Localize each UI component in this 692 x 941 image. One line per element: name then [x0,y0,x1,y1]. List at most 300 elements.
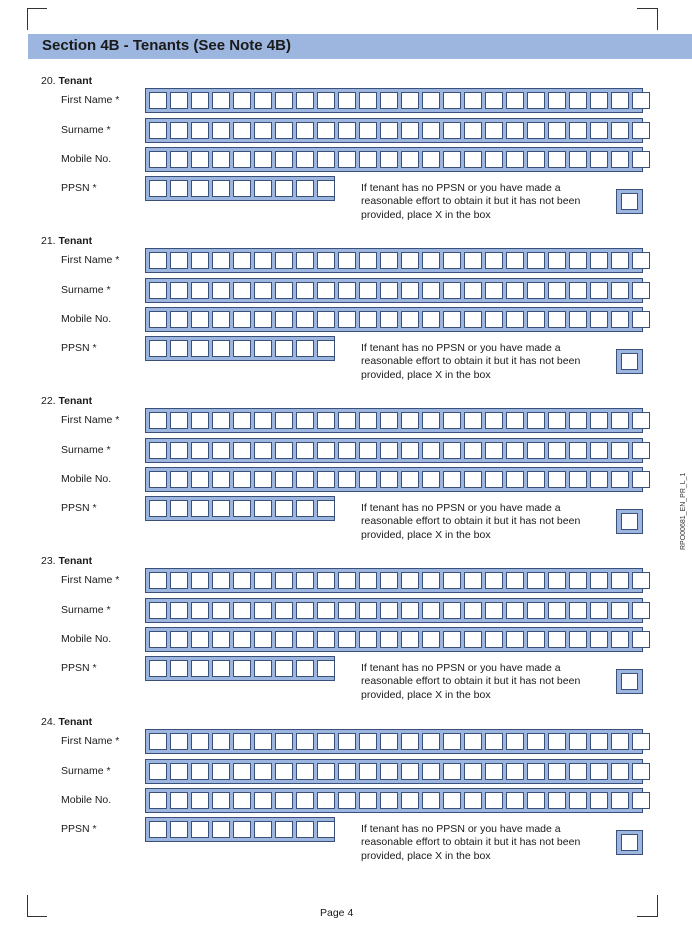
char-box[interactable] [338,442,356,459]
char-box[interactable] [275,180,293,197]
char-box[interactable] [464,733,482,750]
char-box[interactable] [359,631,377,648]
char-box[interactable] [506,252,524,269]
char-box[interactable] [338,572,356,589]
char-box[interactable] [401,412,419,429]
char-box[interactable] [359,282,377,299]
char-box[interactable] [317,471,335,488]
char-box[interactable] [590,792,608,809]
char-box[interactable] [170,792,188,809]
char-box[interactable] [149,471,167,488]
char-box[interactable] [632,442,650,459]
char-box[interactable] [317,821,335,838]
char-box[interactable] [191,311,209,328]
char-box[interactable] [422,763,440,780]
char-box[interactable] [191,821,209,838]
char-box[interactable] [464,631,482,648]
char-box[interactable] [170,471,188,488]
char-box[interactable] [149,500,167,517]
char-box[interactable] [485,282,503,299]
char-box[interactable] [254,763,272,780]
char-box[interactable] [464,282,482,299]
char-box[interactable] [527,412,545,429]
char-box[interactable] [149,572,167,589]
char-box[interactable] [485,763,503,780]
char-box[interactable] [233,282,251,299]
char-box[interactable] [254,311,272,328]
first-name-field[interactable] [145,248,643,273]
char-box[interactable] [422,792,440,809]
char-box[interactable] [611,151,629,168]
char-box[interactable] [170,821,188,838]
char-box[interactable] [443,122,461,139]
char-box[interactable] [233,572,251,589]
char-box[interactable] [296,151,314,168]
char-box[interactable] [464,471,482,488]
char-box[interactable] [464,763,482,780]
char-box[interactable] [590,311,608,328]
char-box[interactable] [506,412,524,429]
char-box[interactable] [611,282,629,299]
char-box[interactable] [296,572,314,589]
char-box[interactable] [485,733,503,750]
no-ppsn-checkbox[interactable] [616,189,643,214]
char-box[interactable] [212,252,230,269]
char-box[interactable] [317,180,335,197]
char-box[interactable] [170,252,188,269]
char-box[interactable] [569,151,587,168]
char-box[interactable] [149,660,167,677]
char-box[interactable] [632,151,650,168]
char-box[interactable] [611,252,629,269]
char-box[interactable] [212,92,230,109]
char-box[interactable] [191,180,209,197]
char-box[interactable] [464,311,482,328]
char-box[interactable] [506,282,524,299]
char-box[interactable] [548,792,566,809]
char-box[interactable] [548,92,566,109]
first-name-field[interactable] [145,408,643,433]
char-box[interactable] [296,471,314,488]
char-box[interactable] [233,252,251,269]
char-box[interactable] [590,572,608,589]
char-box[interactable] [506,471,524,488]
char-box[interactable] [632,572,650,589]
char-box[interactable] [191,660,209,677]
char-box[interactable] [317,602,335,619]
char-box[interactable] [380,151,398,168]
char-box[interactable] [485,631,503,648]
no-ppsn-checkbox-cell[interactable] [621,353,638,370]
char-box[interactable] [317,763,335,780]
char-box[interactable] [590,471,608,488]
char-box[interactable] [569,471,587,488]
ppsn-field[interactable] [145,176,335,201]
char-box[interactable] [275,821,293,838]
char-box[interactable] [548,122,566,139]
char-box[interactable] [233,122,251,139]
ppsn-field[interactable] [145,336,335,361]
char-box[interactable] [191,602,209,619]
char-box[interactable] [422,631,440,648]
char-box[interactable] [338,151,356,168]
char-box[interactable] [611,763,629,780]
char-box[interactable] [170,442,188,459]
char-box[interactable] [149,92,167,109]
char-box[interactable] [254,500,272,517]
char-box[interactable] [611,602,629,619]
char-box[interactable] [191,122,209,139]
no-ppsn-checkbox-cell[interactable] [621,513,638,530]
char-box[interactable] [296,122,314,139]
char-box[interactable] [359,572,377,589]
char-box[interactable] [380,763,398,780]
char-box[interactable] [611,471,629,488]
char-box[interactable] [485,602,503,619]
char-box[interactable] [191,792,209,809]
char-box[interactable] [527,252,545,269]
char-box[interactable] [233,151,251,168]
mobile-field[interactable] [145,627,643,652]
char-box[interactable] [380,792,398,809]
char-box[interactable] [527,572,545,589]
char-box[interactable] [569,572,587,589]
char-box[interactable] [464,92,482,109]
char-box[interactable] [443,311,461,328]
char-box[interactable] [485,92,503,109]
char-box[interactable] [548,572,566,589]
char-box[interactable] [380,122,398,139]
char-box[interactable] [170,412,188,429]
char-box[interactable] [569,122,587,139]
char-box[interactable] [212,282,230,299]
char-box[interactable] [191,340,209,357]
char-box[interactable] [338,92,356,109]
char-box[interactable] [254,442,272,459]
char-box[interactable] [380,471,398,488]
char-box[interactable] [233,500,251,517]
char-box[interactable] [317,500,335,517]
char-box[interactable] [317,252,335,269]
char-box[interactable] [296,92,314,109]
char-box[interactable] [443,151,461,168]
char-box[interactable] [275,792,293,809]
char-box[interactable] [590,412,608,429]
char-box[interactable] [275,92,293,109]
char-box[interactable] [149,821,167,838]
ppsn-field[interactable] [145,656,335,681]
char-box[interactable] [317,340,335,357]
char-box[interactable] [275,572,293,589]
char-box[interactable] [233,311,251,328]
char-box[interactable] [170,180,188,197]
char-box[interactable] [254,572,272,589]
char-box[interactable] [632,763,650,780]
char-box[interactable] [338,122,356,139]
char-box[interactable] [254,92,272,109]
char-box[interactable] [422,602,440,619]
char-box[interactable] [506,792,524,809]
char-box[interactable] [380,282,398,299]
char-box[interactable] [296,631,314,648]
char-box[interactable] [191,442,209,459]
char-box[interactable] [464,602,482,619]
char-box[interactable] [611,733,629,750]
char-box[interactable] [254,792,272,809]
char-box[interactable] [506,631,524,648]
char-box[interactable] [170,602,188,619]
char-box[interactable] [233,733,251,750]
char-box[interactable] [527,151,545,168]
char-box[interactable] [401,471,419,488]
char-box[interactable] [359,792,377,809]
char-box[interactable] [275,282,293,299]
char-box[interactable] [149,602,167,619]
char-box[interactable] [254,602,272,619]
char-box[interactable] [401,151,419,168]
char-box[interactable] [632,412,650,429]
char-box[interactable] [359,602,377,619]
char-box[interactable] [191,500,209,517]
char-box[interactable] [275,340,293,357]
char-box[interactable] [380,311,398,328]
char-box[interactable] [191,572,209,589]
char-box[interactable] [443,572,461,589]
char-box[interactable] [254,412,272,429]
ppsn-field[interactable] [145,817,335,842]
char-box[interactable] [359,442,377,459]
char-box[interactable] [170,122,188,139]
char-box[interactable] [359,311,377,328]
char-box[interactable] [611,412,629,429]
mobile-field[interactable] [145,307,643,332]
char-box[interactable] [359,412,377,429]
char-box[interactable] [611,792,629,809]
char-box[interactable] [296,340,314,357]
char-box[interactable] [569,631,587,648]
char-box[interactable] [191,92,209,109]
char-box[interactable] [149,442,167,459]
char-box[interactable] [632,252,650,269]
char-box[interactable] [233,340,251,357]
char-box[interactable] [569,252,587,269]
char-box[interactable] [443,763,461,780]
ppsn-field[interactable] [145,496,335,521]
char-box[interactable] [464,122,482,139]
char-box[interactable] [212,792,230,809]
char-box[interactable] [527,602,545,619]
char-box[interactable] [422,442,440,459]
char-box[interactable] [275,412,293,429]
char-box[interactable] [149,631,167,648]
char-box[interactable] [422,412,440,429]
char-box[interactable] [464,412,482,429]
char-box[interactable] [149,180,167,197]
char-box[interactable] [506,92,524,109]
char-box[interactable] [548,763,566,780]
char-box[interactable] [254,631,272,648]
char-box[interactable] [506,572,524,589]
char-box[interactable] [170,733,188,750]
char-box[interactable] [401,311,419,328]
char-box[interactable] [569,602,587,619]
char-box[interactable] [275,763,293,780]
char-box[interactable] [275,442,293,459]
char-box[interactable] [212,151,230,168]
char-box[interactable] [611,572,629,589]
char-box[interactable] [401,122,419,139]
char-box[interactable] [254,180,272,197]
surname-field[interactable] [145,598,643,623]
char-box[interactable] [296,500,314,517]
char-box[interactable] [590,631,608,648]
char-box[interactable] [380,412,398,429]
char-box[interactable] [485,311,503,328]
char-box[interactable] [590,282,608,299]
char-box[interactable] [338,471,356,488]
char-box[interactable] [296,792,314,809]
char-box[interactable] [548,412,566,429]
first-name-field[interactable] [145,729,643,754]
char-box[interactable] [317,631,335,648]
char-box[interactable] [527,792,545,809]
char-box[interactable] [317,311,335,328]
char-box[interactable] [548,602,566,619]
char-box[interactable] [548,733,566,750]
no-ppsn-checkbox-cell[interactable] [621,193,638,210]
char-box[interactable] [233,412,251,429]
char-box[interactable] [464,151,482,168]
surname-field[interactable] [145,759,643,784]
char-box[interactable] [212,311,230,328]
char-box[interactable] [548,311,566,328]
char-box[interactable] [170,631,188,648]
no-ppsn-checkbox[interactable] [616,349,643,374]
char-box[interactable] [254,660,272,677]
char-box[interactable] [548,252,566,269]
char-box[interactable] [149,151,167,168]
char-box[interactable] [443,792,461,809]
char-box[interactable] [296,763,314,780]
char-box[interactable] [170,660,188,677]
char-box[interactable] [632,733,650,750]
char-box[interactable] [296,180,314,197]
char-box[interactable] [149,282,167,299]
char-box[interactable] [506,122,524,139]
char-box[interactable] [380,631,398,648]
char-box[interactable] [254,733,272,750]
mobile-field[interactable] [145,788,643,813]
char-box[interactable] [485,471,503,488]
char-box[interactable] [212,631,230,648]
char-box[interactable] [422,122,440,139]
char-box[interactable] [422,471,440,488]
char-box[interactable] [422,572,440,589]
char-box[interactable] [527,631,545,648]
char-box[interactable] [233,631,251,648]
char-box[interactable] [590,151,608,168]
char-box[interactable] [401,442,419,459]
char-box[interactable] [275,660,293,677]
char-box[interactable] [296,282,314,299]
char-box[interactable] [380,733,398,750]
char-box[interactable] [590,252,608,269]
char-box[interactable] [191,631,209,648]
char-box[interactable] [359,252,377,269]
char-box[interactable] [485,442,503,459]
char-box[interactable] [611,122,629,139]
char-box[interactable] [611,631,629,648]
char-box[interactable] [212,340,230,357]
char-box[interactable] [485,412,503,429]
char-box[interactable] [506,602,524,619]
char-box[interactable] [359,471,377,488]
char-box[interactable] [233,602,251,619]
char-box[interactable] [191,151,209,168]
char-box[interactable] [254,282,272,299]
char-box[interactable] [590,122,608,139]
char-box[interactable] [254,471,272,488]
char-box[interactable] [569,792,587,809]
char-box[interactable] [275,122,293,139]
char-box[interactable] [149,252,167,269]
char-box[interactable] [296,733,314,750]
char-box[interactable] [254,122,272,139]
char-box[interactable] [569,763,587,780]
char-box[interactable] [632,471,650,488]
char-box[interactable] [632,602,650,619]
char-box[interactable] [464,572,482,589]
char-box[interactable] [170,282,188,299]
char-box[interactable] [632,631,650,648]
char-box[interactable] [212,763,230,780]
char-box[interactable] [338,252,356,269]
char-box[interactable] [527,471,545,488]
char-box[interactable] [233,763,251,780]
char-box[interactable] [149,763,167,780]
char-box[interactable] [170,763,188,780]
char-box[interactable] [422,92,440,109]
char-box[interactable] [338,412,356,429]
char-box[interactable] [149,792,167,809]
char-box[interactable] [317,282,335,299]
char-box[interactable] [359,122,377,139]
char-box[interactable] [317,412,335,429]
char-box[interactable] [359,733,377,750]
char-box[interactable] [359,151,377,168]
no-ppsn-checkbox-cell[interactable] [621,834,638,851]
char-box[interactable] [317,660,335,677]
char-box[interactable] [338,602,356,619]
char-box[interactable] [632,792,650,809]
char-box[interactable] [590,733,608,750]
char-box[interactable] [569,92,587,109]
char-box[interactable] [212,572,230,589]
char-box[interactable] [149,412,167,429]
char-box[interactable] [443,92,461,109]
char-box[interactable] [527,442,545,459]
char-box[interactable] [548,631,566,648]
char-box[interactable] [212,471,230,488]
char-box[interactable] [233,821,251,838]
char-box[interactable] [170,340,188,357]
char-box[interactable] [317,122,335,139]
char-box[interactable] [170,92,188,109]
char-box[interactable] [548,471,566,488]
char-box[interactable] [422,311,440,328]
first-name-field[interactable] [145,568,643,593]
char-box[interactable] [401,602,419,619]
